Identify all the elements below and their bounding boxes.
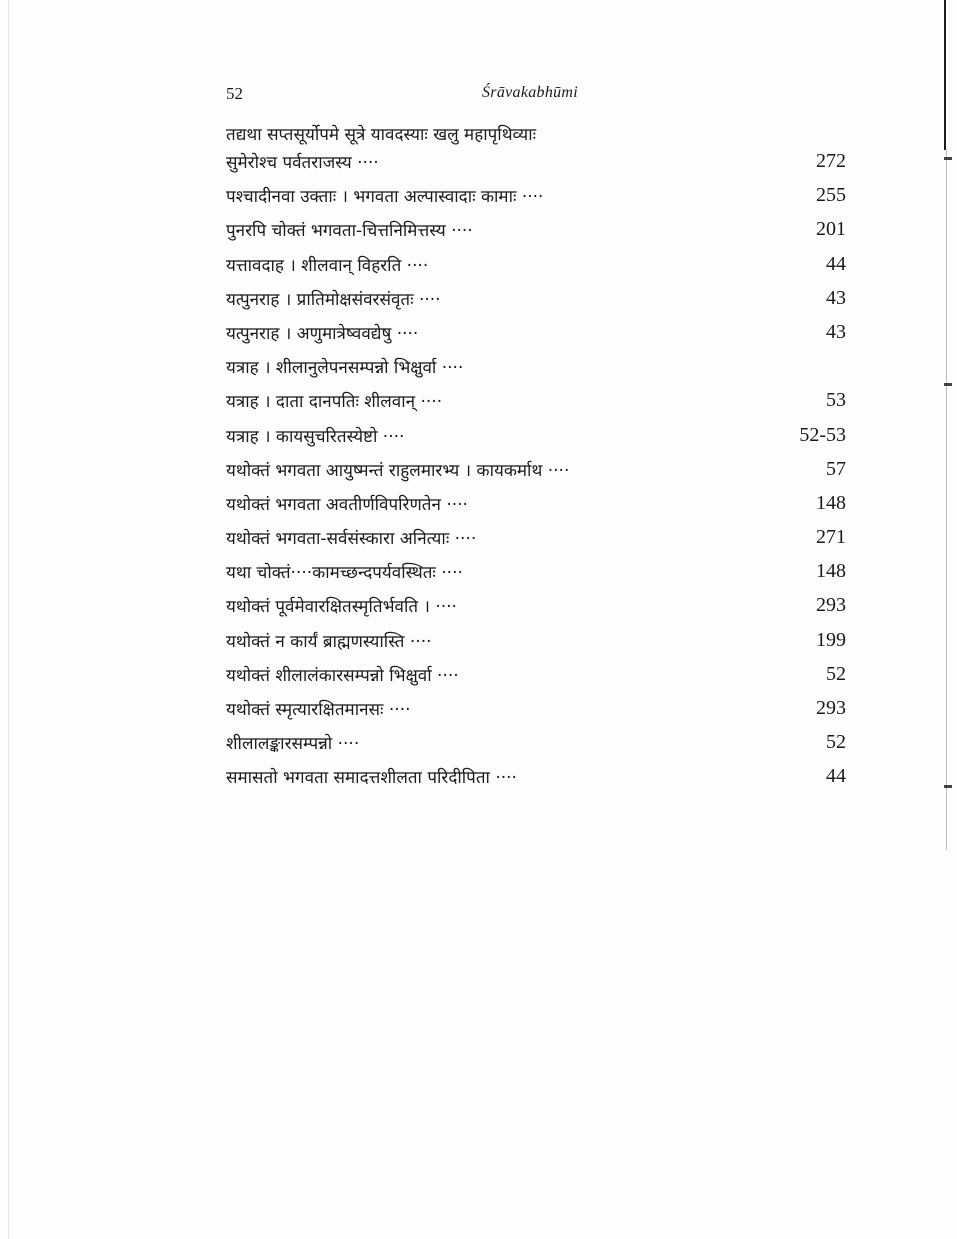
- entry-page-number: 44: [826, 765, 846, 788]
- entry-page-number: 52: [826, 662, 846, 685]
- entry-page-number: 293: [816, 697, 846, 719]
- index-entry: [226, 727, 846, 761]
- index-entry: [226, 283, 846, 317]
- index-entry: [226, 522, 846, 556]
- entry-text: शीलालङ्कारसम्पन्नो ····: [226, 734, 360, 755]
- index-entry: [226, 351, 846, 385]
- scan-edge-right-faint: [946, 150, 947, 850]
- index-entry: [226, 659, 846, 693]
- entry-text: तद्यथा सप्तसूर्योपमे सूत्रे यावदस्याः खलु महापृथिव्याः: [226, 125, 537, 145]
- index-entry: [226, 556, 846, 590]
- index-entry: [226, 693, 846, 727]
- entry-text: समासतो भगवता समादत्तशीलता परिदीपिता ····: [226, 768, 517, 789]
- entry-page-number: 293: [816, 594, 846, 617]
- entry-page-number: 53: [826, 389, 846, 412]
- entry-text: यथोक्तं पूर्वमेवारक्षितस्मृतिर्भवति । ····: [226, 597, 457, 618]
- entry-text: यथोक्तं भगवता अवतीर्णविपरिणतेन ····: [226, 494, 468, 515]
- entry-text: यत्राह । दाता दानपतिः शीलवान् ····: [226, 392, 443, 413]
- entry-text: यथोक्तं स्मृत्यारक्षितमानसः ····: [226, 700, 411, 720]
- running-title: Śrāvakabhūmi: [482, 84, 579, 101]
- index-entry: [226, 146, 846, 180]
- index-entry: [226, 420, 846, 454]
- entry-page-number: 43: [826, 320, 846, 343]
- index-entry: [226, 454, 846, 488]
- entry-text: यथा चोक्तं····कामच्छन्दपर्यवस्थितः ····: [226, 563, 463, 584]
- entry-page-number: 255: [816, 184, 846, 207]
- scan-mark: [944, 785, 952, 788]
- index-entry: [226, 385, 846, 419]
- index-entry: [226, 180, 846, 214]
- entry-text: पश्चादीनवा उक्ताः । भगवता अल्पास्वादाः कामाः ····: [226, 187, 544, 208]
- scan-edge-left: [8, 0, 9, 1239]
- entry-text: सुमेरोश्च पर्वतराजस्य ····: [226, 153, 379, 173]
- entry-page-number: 57: [826, 457, 846, 480]
- index-entry: [226, 488, 846, 522]
- entry-text: यत्राह । शीलानुलेपनसम्पन्नो भिक्षुर्वा ····: [226, 358, 464, 379]
- entry-text: यथोक्तं भगवता-सर्वसंस्कारा अनित्याः ····: [226, 529, 477, 550]
- entry-text: यत्तावदाह । शीलवान् विहरति ····: [226, 255, 429, 276]
- index-entry: [226, 590, 846, 624]
- entry-text: यथोक्तं भगवता आयुष्मन्तं राहुलमारभ्य । कायकर्माथ ····: [226, 460, 570, 481]
- entry-text: यत्पुनराह । अणुमात्रेष्ववद्येषु ····: [226, 323, 419, 344]
- scan-mark: [944, 383, 952, 386]
- entry-page-number: 43: [826, 286, 846, 309]
- entry-page-number: 201: [816, 218, 846, 241]
- entry-page-number: 44: [826, 252, 846, 275]
- entry-page-number: 199: [816, 628, 846, 651]
- index-entry: [226, 761, 846, 795]
- scan-mark: [944, 157, 952, 160]
- index-entry: [226, 249, 846, 283]
- entry-page-number: 52-53: [799, 423, 846, 446]
- index-entry: [226, 118, 846, 146]
- page-number: 52: [226, 84, 243, 103]
- index-entry: [226, 214, 846, 248]
- entry-text: यत्राह । कायसुचरितस्येष्टो ····: [226, 426, 405, 447]
- entry-page-number: 272: [816, 150, 846, 172]
- index-entry: [226, 625, 846, 659]
- entry-text: यत्पुनराह । प्रातिमोक्षसंवरसंवृतः ····: [226, 289, 441, 310]
- entry-text: यथोक्तं न कार्यं ब्राह्मणस्यास्ति ····: [226, 631, 432, 652]
- entry-text: यथोक्तं शीलालंकारसम्पन्नो भिक्षुर्वा ····: [226, 665, 459, 686]
- entry-page-number: 271: [816, 526, 846, 549]
- entry-text: पुनरपि चोक्तं भगवता-चित्तनिमित्तस्य ····: [226, 221, 473, 242]
- page-header: [226, 84, 606, 108]
- scan-edge-right: [944, 0, 946, 150]
- entry-page-number: 148: [816, 560, 846, 583]
- entry-page-number: 52: [826, 731, 846, 754]
- index-entry: [226, 317, 846, 351]
- entry-page-number: 148: [816, 491, 846, 514]
- index-list: [226, 118, 846, 796]
